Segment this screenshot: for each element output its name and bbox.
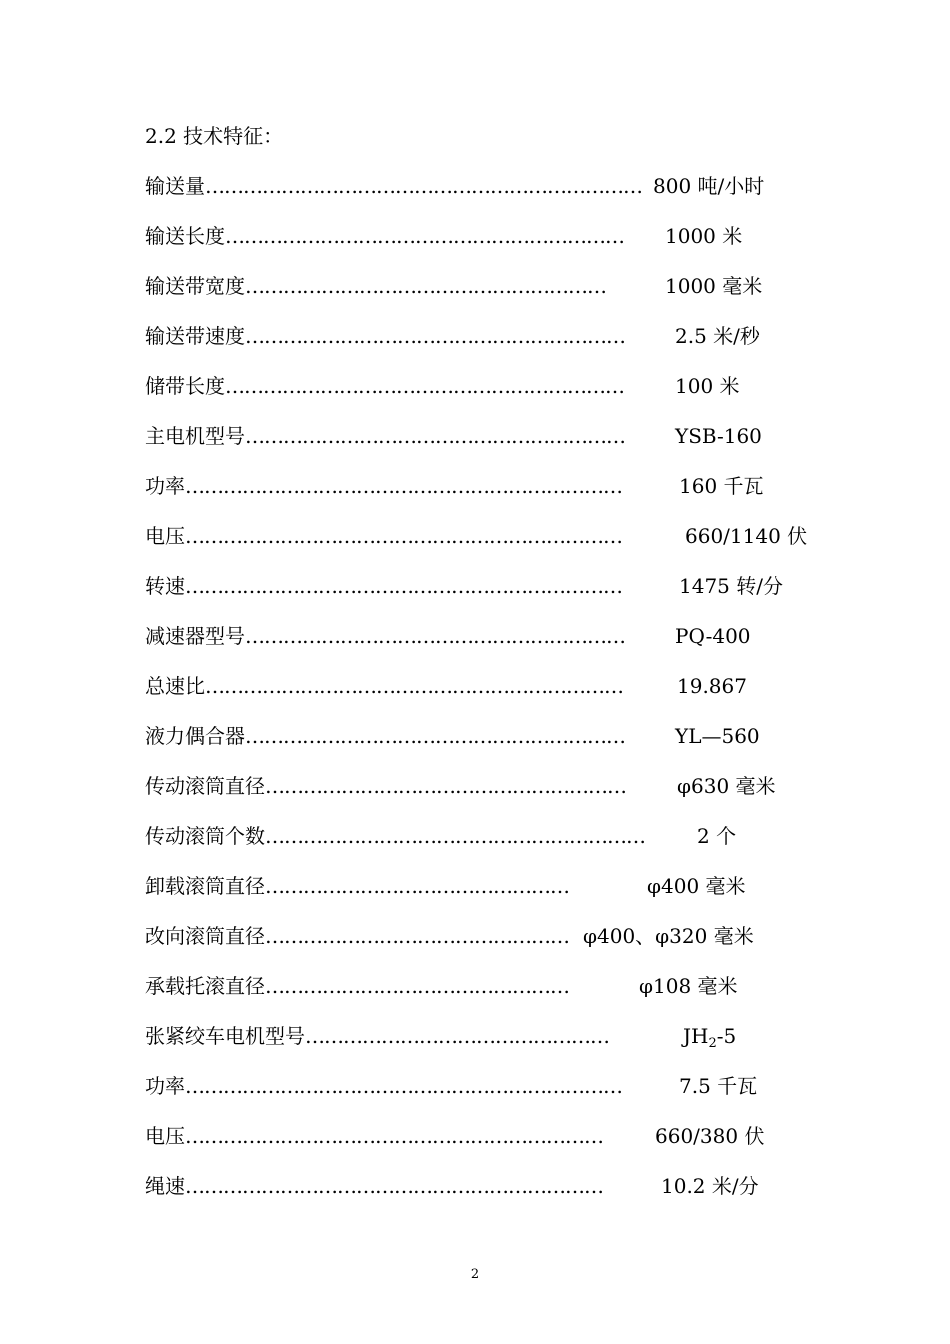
spec-value: 19.867	[677, 674, 747, 698]
spec-label: 输送长度	[145, 224, 225, 248]
spec-row-power	[145, 472, 764, 500]
page-number: 2	[470, 1267, 480, 1282]
spec-value: YSB-160	[675, 424, 762, 448]
spec-row-drive-pulley-count	[145, 822, 736, 850]
dot-leader: …………………………………………………	[245, 274, 606, 298]
spec-value: 2 个	[697, 824, 737, 848]
spec-row-belt-width	[145, 272, 762, 300]
spec-label: 液力偶合器	[145, 724, 245, 748]
dot-leader: ……………………………………………………………	[205, 174, 642, 198]
spec-label: 储带长度	[145, 374, 225, 398]
spec-row-carrier-roller-diameter	[145, 972, 738, 1000]
dot-leader: …………………………………………	[265, 974, 569, 998]
spec-label: 改向滚筒直径	[145, 924, 265, 948]
dot-leader: ………………………………………………………	[225, 374, 624, 398]
spec-row-bend-pulley-diameter	[145, 922, 754, 950]
dot-leader: ……………………………………………………………	[185, 574, 622, 598]
section-heading: 2.2 技术特征：	[145, 124, 284, 148]
spec-row-tension-winch-motor-model	[145, 1022, 736, 1050]
spec-row-total-ratio	[145, 672, 747, 700]
spec-label: 输送带宽度	[145, 274, 245, 298]
spec-value-subscript: 2	[708, 1036, 717, 1051]
dot-leader: ……………………………………………………………	[185, 474, 622, 498]
spec-row-length	[145, 222, 742, 250]
spec-value: 660/1140 伏	[685, 524, 808, 548]
spec-value: 1475 转/分	[679, 574, 783, 598]
dot-leader: ……………………………………………………	[245, 424, 625, 448]
dot-leader: ……………………………………………………	[245, 324, 625, 348]
spec-label: 功率	[145, 1074, 185, 1098]
dot-leader: …………………………………………	[265, 924, 569, 948]
spec-label: 电压	[145, 1124, 185, 1148]
spec-label: 减速器型号	[145, 624, 245, 648]
spec-value	[683, 1022, 736, 1050]
dot-leader: ……………………………………………………………	[185, 1074, 622, 1098]
spec-label: 承载托滚直径	[145, 974, 265, 998]
spec-value: 7.5 千瓦	[679, 1074, 758, 1098]
spec-label: 输送带速度	[145, 324, 245, 348]
dot-leader: …………………………………………………………	[205, 674, 623, 698]
spec-row-fluid-coupling	[145, 722, 760, 750]
spec-value: φ400、φ320 毫米	[583, 924, 754, 948]
spec-row-drive-pulley-diameter	[145, 772, 776, 800]
spec-value: YL—560	[675, 724, 760, 748]
spec-value: φ400 毫米	[647, 874, 746, 898]
spec-row-rope-speed	[145, 1172, 759, 1200]
spec-value: 1000 毫米	[665, 274, 763, 298]
spec-row-motor-model	[145, 422, 762, 450]
dot-leader: ……………………………………………………	[245, 724, 625, 748]
spec-row-rotation-speed	[145, 572, 783, 600]
spec-value-suffix: -5	[716, 1024, 737, 1048]
spec-row-winch-voltage	[145, 1122, 764, 1150]
dot-leader: ……………………………………………………	[245, 624, 625, 648]
spec-row-winch-power	[145, 1072, 757, 1100]
spec-value: φ630 毫米	[677, 774, 776, 798]
dot-leader: …………………………………………	[265, 874, 569, 898]
spec-value: 100 米	[675, 374, 740, 398]
spec-row-belt-speed	[145, 322, 760, 350]
spec-label: 电压	[145, 524, 185, 548]
spec-label: 总速比	[145, 674, 205, 698]
spec-label: 传动滚筒直径	[145, 774, 265, 798]
spec-label: 主电机型号	[145, 424, 245, 448]
spec-value: φ108 毫米	[639, 974, 738, 998]
spec-label: 绳速	[145, 1174, 185, 1198]
spec-value: PQ-400	[675, 624, 751, 648]
spec-label: 输送量	[145, 174, 205, 198]
spec-value: 660/380 伏	[655, 1124, 765, 1148]
spec-label: 功率	[145, 474, 185, 498]
spec-row-storage-length	[145, 372, 740, 400]
dot-leader: ……………………………………………………	[265, 824, 645, 848]
spec-label: 卸载滚筒直径	[145, 874, 265, 898]
spec-value: 800 吨/小时	[653, 174, 765, 198]
spec-value: 1000 米	[665, 224, 743, 248]
dot-leader: ………………………………………………………	[225, 224, 624, 248]
spec-row-voltage	[145, 522, 807, 550]
spec-value: 2.5 米/秒	[675, 324, 760, 348]
spec-label: 传动滚筒个数	[145, 824, 265, 848]
dot-leader: …………………………………………………	[265, 774, 626, 798]
spec-label: 张紧绞车电机型号	[145, 1024, 305, 1048]
spec-row-discharge-pulley-diameter	[145, 872, 746, 900]
spec-value-main: JH	[683, 1024, 709, 1048]
dot-leader: …………………………………………………………	[185, 1174, 603, 1198]
spec-value: 10.2 米/分	[661, 1174, 759, 1198]
dot-leader: …………………………………………	[305, 1024, 609, 1048]
spec-row-reducer-model	[145, 622, 751, 650]
dot-leader: …………………………………………………………	[185, 1124, 603, 1148]
spec-value: 160 千瓦	[679, 474, 764, 498]
spec-row-throughput	[145, 172, 764, 200]
spec-label: 转速	[145, 574, 185, 598]
dot-leader: ……………………………………………………………	[185, 524, 622, 548]
